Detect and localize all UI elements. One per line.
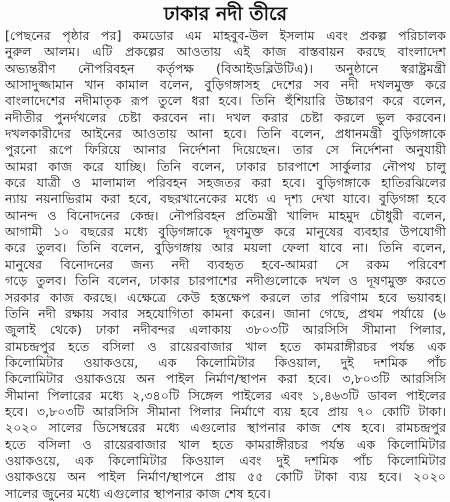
article-line: আসাদুজ্জামান খান কামাল বলেন, বুড়িগঙ্গাসহ দেশের সব নদী দখলমুক্ত করে xyxy=(5,77,446,93)
article-headline: ঢাকার নদী তীরে xyxy=(163,3,288,25)
article-line: করে যাত্রী ও মালামাল পরিবহন সহজতর করা হবে। বুড়িগঙ্গাকে হাতিরঝিলের xyxy=(5,175,446,191)
article-line: কিলোমিটার ওয়াকওয়ে, এক কিলোমিটার কিওয়াল, দুই দশমিক পাঁচ xyxy=(5,354,446,370)
article-line: ন্যায় নয়নাভিরাম করা হবে, বছরখানেকের মধ্যে এ দৃশ্য দেখা যাবে। বুড়িগঙ্গা হবে xyxy=(5,191,446,207)
article-line: আনন্দ ও বিনোদনের কেন্দ্র। নৌপরিবহন প্রতিমন্ত্রী খালিদ মাহমুদ চৌধুরী বলেন, xyxy=(5,207,446,223)
article-line: কিলোমিটার ওয়াকওয়ে অন পাইল নির্মাণ/স্থাপন করা হবে। ৩,৮০৩টি আরসিসি xyxy=(5,371,446,387)
article-line: জুলাই থেকে) ঢাকা নদীবন্দর এলাকায় ৩৮০৩টি আরসিসি সীমানা পিলার, xyxy=(5,322,446,338)
article-line: মানুষের বিনোদনের জন্য নদী ব্যবহৃত হবে-আমরা সে রকম পরিবেশ xyxy=(5,256,446,272)
article-line: আমরা কাজ করে যাচ্ছি। তিনি বলেন, ঢাকার চারপাশে সার্কুলার নৌপথ চালু xyxy=(5,158,446,174)
article-line: [পেছনের পৃষ্ঠার পর] কমডোর এম মাহবুব-উল ইসলাম এবং প্রকল্প পরিচালক xyxy=(5,28,446,43)
article-line: দখলকারীদের আইনের আওতায় আনা হবে। তিনি বলেন, প্রধানমন্ত্রী বুড়িগঙ্গাকে xyxy=(5,126,446,142)
article-line: করে তুলব। তিনি বলেন, বুড়িগঙ্গায় আর ময়লা ফেলা যাবে না। তিনি বলেন, xyxy=(5,240,446,256)
article-line: অভ্যন্তরীণ নৌপরিবহন কর্তৃপক্ষ (বিআইডব্লিউটিএ)। অনুষ্ঠানে স্বরাষ্ট্রমন্ত্রী xyxy=(5,60,446,76)
article-line: ওয়াকওয়ে, এক কিলোমিটার কিওয়াল এবং দুই দশমিক পাঁচ কিলোমিটার xyxy=(5,452,446,468)
article-line: গড়ে তুলব। তিনি বলেন, ঢাকার চারপাশের নদীগুলোকে দখল ও দূষণমুক্ত করতে xyxy=(5,273,446,289)
article-body xyxy=(5,28,446,502)
article-line: আগামী ১০ বছরের মধ্যে বুড়িগঙ্গাকে দূষণমুক্ত করে মানুষের ব্যবহার উপযোগী xyxy=(5,224,446,240)
article-line: ২০২০ সালের ডিসেম্বরের মধ্যে এগুলোর স্থাপনার কাজ শেষ হবে। রামচন্দ্রপুর xyxy=(5,420,446,436)
article-line: বাংলাদেশের নদীমাতৃক রূপ তুলে ধরা হবে। তিনি হুঁশিয়ারি উচ্চারণ করে বলেন, xyxy=(5,93,446,109)
article-line: পুরনো রূপে ফিরিয়ে আনার নির্দেশনা দিয়েছেন। তার সে নির্দেশনা অনুযায়ী xyxy=(5,142,446,158)
article-line: সীমানা পিলারের মধ্যে ২,৩৪০টি সিঙ্গেল পাইলের এবং ১,৪৬৩টি ডাবল পাইলের xyxy=(5,387,446,403)
article-line: সালের জুনের মধ্যে এগুলোর স্থাপনার কাজ শেষ হবে। xyxy=(5,485,271,501)
article-line: হতে বসিলা ও রায়েরবাজার খাল হতে কামরাঙ্গীরচর পর্যন্ত এক কিলোমিটার xyxy=(5,436,446,452)
article-line: তিনি নদী রক্ষায় সবার সহযোগিতা কামনা করেন। জানা গেছে, প্রথম পর্যায়ে (৬ xyxy=(5,305,446,321)
article-line: হবে। ৩,৮০৩টি আরসিসি সীমানা পিলার নির্মাণে ব্যয় হবে প্রায় ৭০ কোটি টাকা। xyxy=(5,403,446,419)
article-line: সরকার কাজ করছে। এক্ষেত্রে কেউ হস্তক্ষেপ করলে তার পরিণাম হবে ভয়াবহ। xyxy=(5,289,446,305)
article-line: নদীতীর পুনর্দখলের চেষ্টা করবেন না। দখল করার চেষ্টা করলে ভুল করবেন। xyxy=(5,109,446,125)
article-line: নুরুল আলম। এটি প্রকল্পের আওতায় এই কাজ বাস্তবায়ন করছে বাংলাদেশ xyxy=(5,44,446,60)
article-line: ওয়াকওয়ে অন পাইল নির্মাণ/স্থাপনে প্রায় ৫৫ কোটি টাকা ব্যয় হবে। ২০২০ xyxy=(5,469,446,485)
article-line: রামচন্দ্রপুর হতে বসিলা ও রায়েরবাজার খাল হতে কামরাঙ্গীরচর পর্যন্ত এক xyxy=(5,338,446,354)
